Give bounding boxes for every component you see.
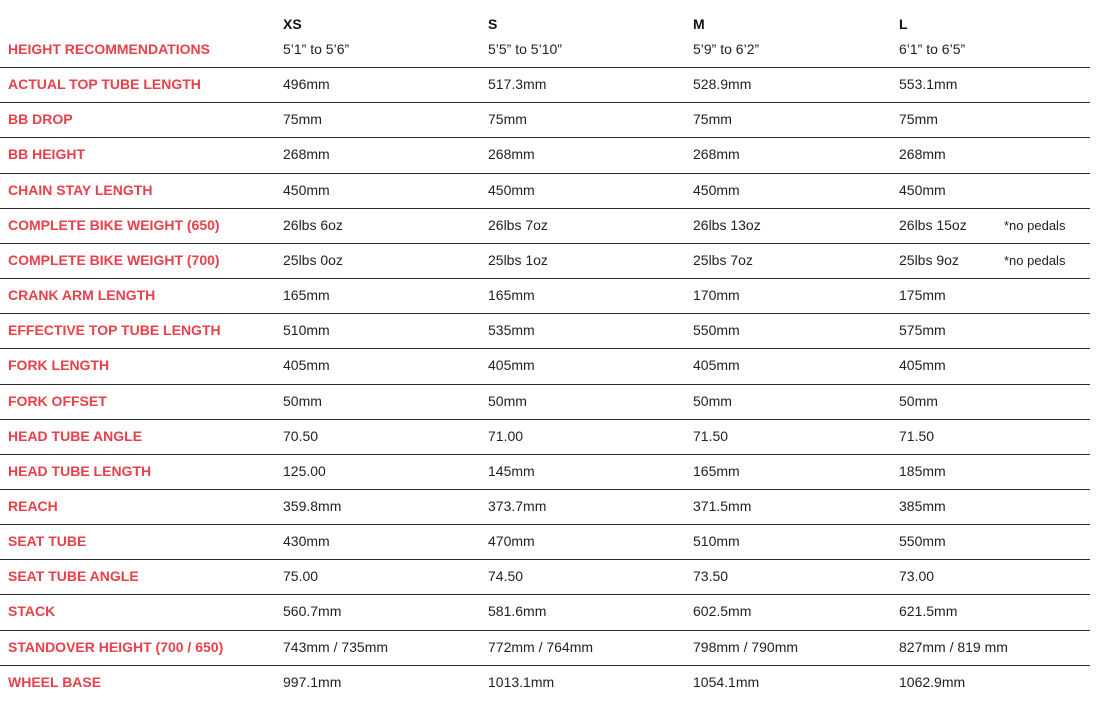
row-value-s: 373.7mm	[488, 497, 547, 514]
table-row	[0, 32, 1090, 67]
row-value-s: 165mm	[488, 287, 535, 304]
row-label: HEAD TUBE ANGLE	[8, 427, 143, 444]
row-label: ACTUAL TOP TUBE LENGTH	[8, 76, 201, 93]
row-value-l: 575mm	[899, 322, 946, 339]
row-value-s: 75mm	[488, 111, 527, 128]
row-value-s: 71.00	[488, 427, 524, 444]
row-value-m: 371.5mm	[693, 497, 752, 514]
row-value-xs: 70.50	[283, 427, 319, 444]
table-row	[0, 208, 1090, 243]
row-label: FORK LENGTH	[8, 357, 110, 374]
row-value-xs: 405mm	[283, 357, 330, 374]
row-value-l: 50mm	[899, 392, 938, 409]
row-value-m: 602.5mm	[693, 603, 752, 620]
row-label: BB DROP	[8, 111, 73, 128]
row-value-xs: 997.1mm	[283, 673, 342, 690]
row-label: SEAT TUBE	[8, 533, 87, 550]
table-row	[0, 630, 1090, 665]
row-value-m: 50mm	[693, 392, 732, 409]
row-value-s: 405mm	[488, 357, 535, 374]
row-value-xs: 26lbs 6oz	[283, 216, 343, 233]
row-value-xs: 268mm	[283, 146, 330, 163]
row-value-s: 772mm / 764mm	[488, 638, 594, 655]
row-value-xs: 25lbs 0oz	[283, 251, 343, 268]
row-value-xs: 359.8mm	[283, 497, 342, 514]
row-value-m: 73.50	[693, 568, 729, 585]
row-label: HEAD TUBE LENGTH	[8, 462, 152, 479]
row-label: FORK OFFSET	[8, 392, 107, 409]
row-value-l: 75mm	[899, 111, 938, 128]
row-label: REACH	[8, 497, 58, 514]
size-header-m: M	[693, 16, 705, 32]
row-value-m: 405mm	[693, 357, 740, 374]
row-value-s: 268mm	[488, 146, 535, 163]
row-label: CHAIN STAY LENGTH	[8, 181, 153, 198]
row-value-s: 470mm	[488, 533, 535, 550]
table-row	[0, 348, 1090, 383]
row-value-m: 26lbs 13oz	[693, 216, 761, 233]
row-value-xs: 75mm	[283, 111, 322, 128]
row-label: SEAT TUBE ANGLE	[8, 568, 139, 585]
row-value-s: 517.3mm	[488, 76, 547, 93]
table-row	[0, 665, 1090, 700]
row-value-l: 268mm	[899, 146, 946, 163]
row-value-l: 1062.9mm	[899, 673, 966, 690]
row-value-m: 510mm	[693, 533, 740, 550]
table-row	[0, 313, 1090, 348]
row-value-xs: 5’1” to 5’6”	[283, 41, 350, 57]
row-value-l: 405mm	[899, 357, 946, 374]
row-value-s: 145mm	[488, 462, 535, 479]
row-value-xs: 743mm / 735mm	[283, 638, 389, 655]
row-value-m: 798mm / 790mm	[693, 638, 799, 655]
row-label: STANDOVER HEIGHT (700 / 650)	[8, 638, 224, 655]
row-value-l: 827mm / 819 mm	[899, 638, 1008, 655]
row-value-m: 75mm	[693, 111, 732, 128]
table-row	[0, 454, 1090, 489]
row-note: *no pedals	[1004, 252, 1066, 268]
row-value-s: 74.50	[488, 568, 524, 585]
row-value-s: 535mm	[488, 322, 535, 339]
table-row	[0, 102, 1090, 137]
row-value-l: 71.50	[899, 427, 935, 444]
size-header-s: S	[488, 16, 498, 32]
row-value-m: 268mm	[693, 146, 740, 163]
row-value-xs: 510mm	[283, 322, 330, 339]
row-value-xs: 125.00	[283, 462, 326, 479]
row-value-xs: 50mm	[283, 392, 322, 409]
row-label: COMPLETE BIKE WEIGHT (700)	[8, 251, 220, 268]
row-value-xs: 450mm	[283, 181, 330, 198]
row-label: HEIGHT RECOMMENDATIONS	[8, 41, 210, 57]
row-value-m: 528.9mm	[693, 76, 752, 93]
row-note: *no pedals	[1004, 217, 1066, 233]
row-value-xs: 560.7mm	[283, 603, 342, 620]
row-value-s: 26lbs 7oz	[488, 216, 548, 233]
row-value-xs: 430mm	[283, 533, 330, 550]
row-value-l: 621.5mm	[899, 603, 958, 620]
row-value-xs: 165mm	[283, 287, 330, 304]
table-row	[0, 524, 1090, 559]
row-value-l: 185mm	[899, 462, 946, 479]
row-value-xs: 75.00	[283, 568, 319, 585]
row-value-m: 550mm	[693, 322, 740, 339]
size-header-row	[0, 16, 1097, 32]
row-label: EFFECTIVE TOP TUBE LENGTH	[8, 322, 221, 339]
row-value-l: 550mm	[899, 533, 946, 550]
table-row	[0, 594, 1090, 629]
row-value-l: 385mm	[899, 497, 946, 514]
row-label: CRANK ARM LENGTH	[8, 287, 156, 304]
row-value-xs: 496mm	[283, 76, 330, 93]
row-value-s: 50mm	[488, 392, 527, 409]
table-row	[0, 419, 1090, 454]
row-value-l: 26lbs 15oz	[899, 216, 967, 233]
table-row	[0, 243, 1090, 278]
table-row	[0, 384, 1090, 419]
row-value-l: 73.00	[899, 568, 935, 585]
row-value-s: 450mm	[488, 181, 535, 198]
row-value-m: 71.50	[693, 427, 729, 444]
table-row	[0, 137, 1090, 172]
table-row	[0, 173, 1090, 208]
row-value-l: 450mm	[899, 181, 946, 198]
row-label: STACK	[8, 603, 56, 620]
size-header-xs: XS	[283, 16, 302, 32]
row-label: COMPLETE BIKE WEIGHT (650)	[8, 216, 220, 233]
row-label: BB HEIGHT	[8, 146, 85, 163]
row-value-l: 25lbs 9oz	[899, 251, 959, 268]
table-row	[0, 489, 1090, 524]
table-row	[0, 559, 1090, 594]
table-row	[0, 67, 1090, 102]
row-value-m: 25lbs 7oz	[693, 251, 753, 268]
row-value-m: 170mm	[693, 287, 740, 304]
row-label: WHEEL BASE	[8, 673, 102, 690]
row-value-s: 1013.1mm	[488, 673, 555, 690]
row-value-s: 581.6mm	[488, 603, 547, 620]
row-value-m: 450mm	[693, 181, 740, 198]
row-value-l: 6’1” to 6’5”	[899, 41, 966, 57]
row-value-m: 165mm	[693, 462, 740, 479]
row-value-l: 175mm	[899, 287, 946, 304]
row-value-s: 5’5” to 5’10”	[488, 41, 562, 57]
table-row	[0, 278, 1090, 313]
row-value-l: 553.1mm	[899, 76, 958, 93]
size-header-l: L	[899, 16, 908, 32]
row-value-s: 25lbs 1oz	[488, 251, 548, 268]
row-value-m: 1054.1mm	[693, 673, 760, 690]
row-value-m: 5’9” to 6’2”	[693, 41, 760, 57]
